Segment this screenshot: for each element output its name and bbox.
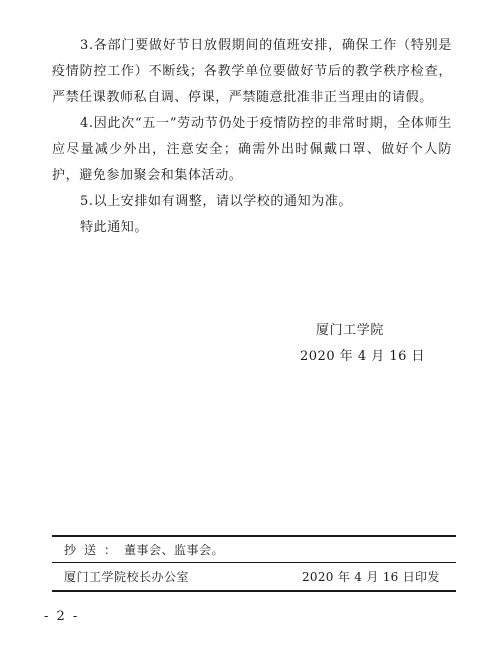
signature-organization: 厦门工学院	[316, 323, 385, 338]
cc-line	[64, 540, 224, 560]
paragraph-adjustment-notice: 5.以上安排如有调整，请以学校的通知为准。	[80, 194, 353, 209]
footer-middle-rule	[52, 562, 456, 563]
signature-date: 2020 年 4 月 16 日	[300, 349, 426, 364]
footer-top-rule	[52, 535, 456, 537]
paragraph-closing: 特此通知。	[80, 220, 149, 235]
cc-recipients: 董事会、监事会。	[124, 543, 225, 557]
paragraph-epidemic-prevention: 4.因此次“五一”劳动节仍处于疫情防控的非常时期，全体师生应尽量减少外出，注意安全；确需外出时佩戴口罩、做好个人防护，避免参加聚会和集体活动。	[52, 116, 452, 183]
print-date: 2020 年 4 月 16 日印发	[302, 570, 440, 584]
page-number: - 2 -	[44, 609, 80, 624]
signature-block	[300, 318, 440, 370]
notice-body	[52, 33, 452, 241]
footer-bottom-rule	[52, 590, 456, 592]
cc-label: 抄送：	[64, 543, 125, 557]
issuing-office: 厦门工学院校长办公室	[64, 570, 190, 584]
paragraph-duty-arrangement: 3.各部门要做好节日放假期间的值班安排，确保工作（特别是疫情防控工作）不断线；各教学单位要做好节后的教学秩序检查，严禁任课教师私自调、停课，严禁随意批准非正当理由的请假。	[52, 38, 452, 105]
